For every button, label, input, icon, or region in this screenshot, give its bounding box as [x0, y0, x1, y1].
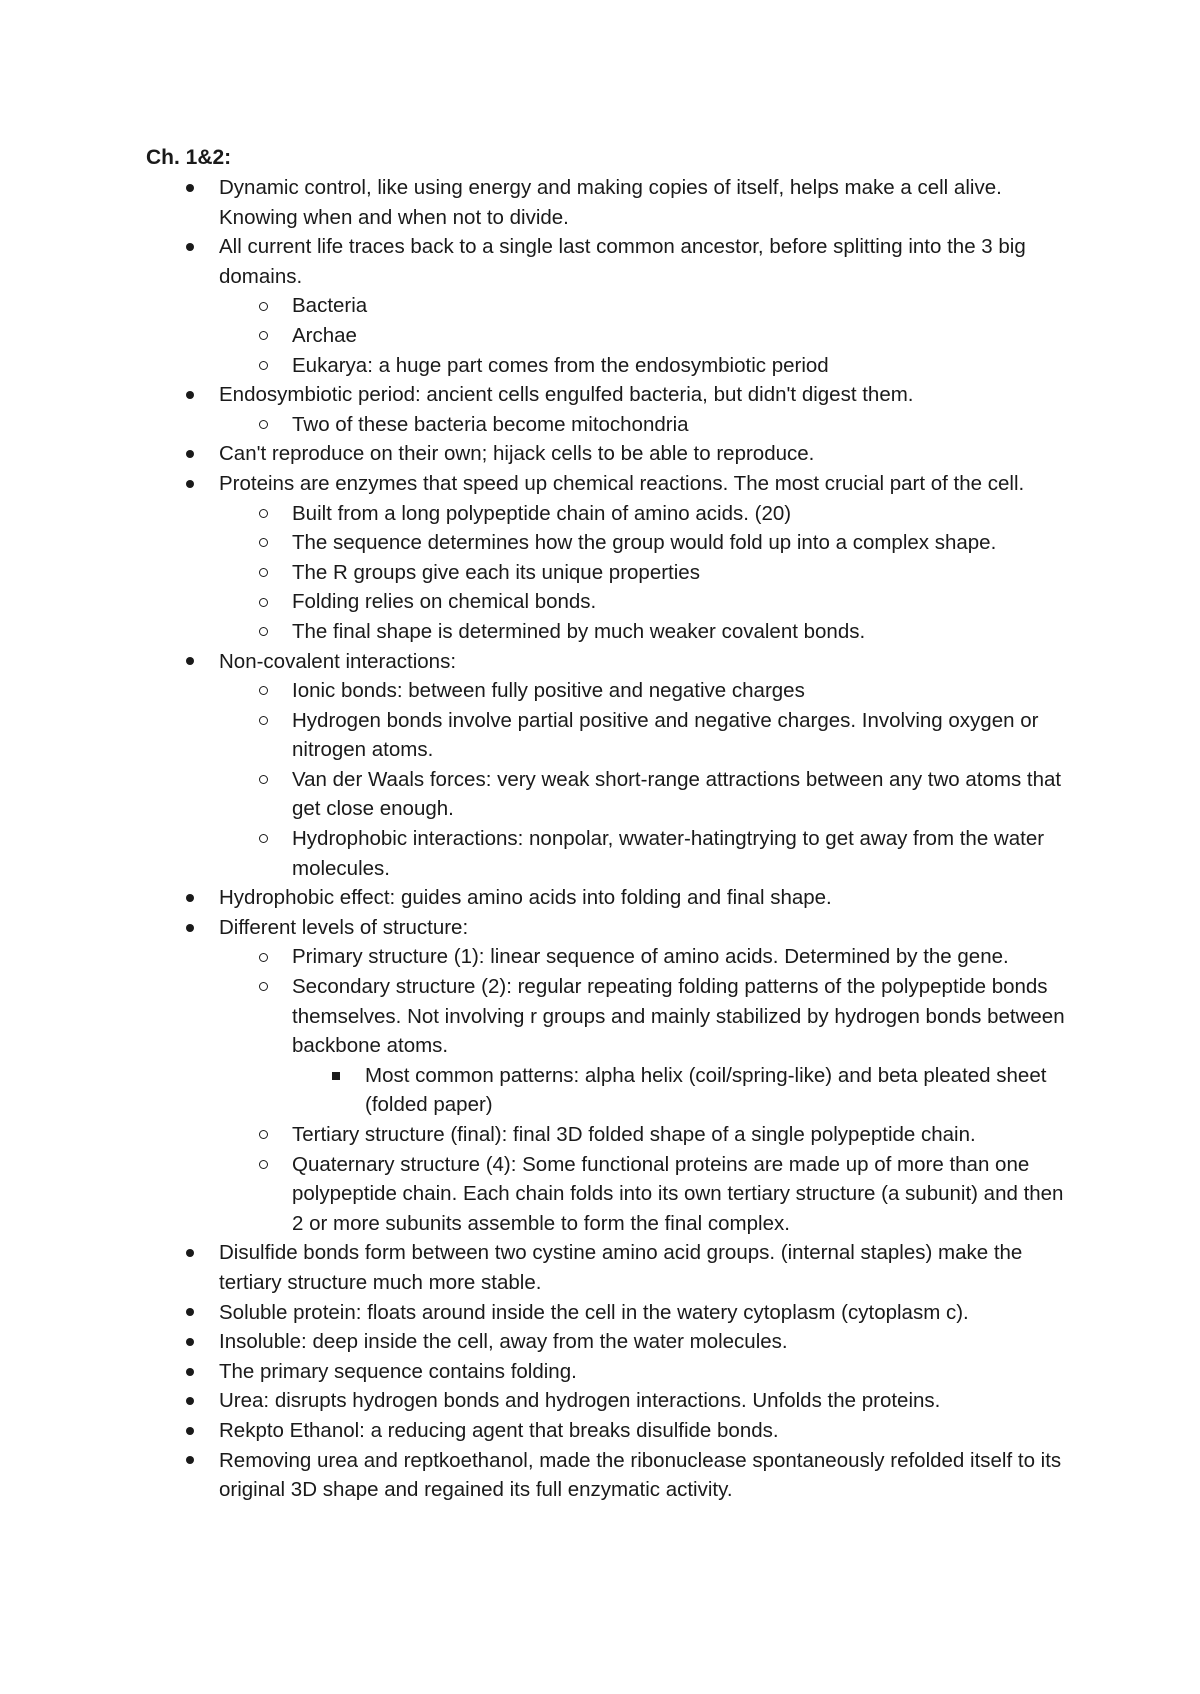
bullet-circle-icon [256, 410, 270, 440]
bullet-disc-icon [183, 1238, 197, 1268]
list-item [146, 913, 1066, 1239]
list-item-text: Quaternary structure (4): Some functional proteins are made up of more than one polypeptide chain. Each chain folds into its own tertiary structure (a subunit) and then 2 or more subunits assemble to form the final complex. [292, 1152, 1064, 1235]
bullet-disc-icon [183, 1446, 197, 1476]
bullet-circle-icon [256, 765, 270, 795]
list-item-text: Non-covalent interactions: [219, 649, 457, 673]
bullet-disc-icon [183, 647, 197, 677]
bullet-disc-icon [183, 913, 197, 943]
list-item [146, 469, 1066, 647]
list-item-text: Disulfide bonds form between two cystine amino acid groups. (internal staples) make the tertiary structure much more stable. [219, 1241, 1023, 1294]
list-item [146, 1446, 1066, 1505]
list-item [146, 1327, 1066, 1357]
bullet-disc-icon [183, 439, 197, 469]
list-item-text: Primary structure (1): linear sequence of amino acids. Determined by the gene. [292, 945, 1009, 969]
list-item [292, 1061, 1066, 1120]
bullet-circle-icon [256, 558, 270, 588]
bullet-disc-icon [183, 1298, 197, 1328]
list-item [219, 291, 1066, 321]
bullet-disc-icon [183, 1327, 197, 1357]
list-item-text: All current life traces back to a single last common ancestor, before splitting into the 3 big domains. [219, 235, 1026, 288]
list-item [219, 410, 1066, 440]
list-item-text: Urea: disrupts hydrogen bonds and hydrogen interactions. Unfolds the proteins. [219, 1389, 941, 1413]
list-item-text: Dynamic control, like using energy and making copies of itself, helps make a cell alive. Knowing when and when not to divide. [219, 176, 1002, 229]
bullet-disc-icon [183, 1386, 197, 1416]
bullet-disc-icon [183, 1416, 197, 1446]
list-item [219, 676, 1066, 706]
bullet-circle-icon [256, 321, 270, 351]
list-item-text: The R groups give each its unique properties [292, 560, 700, 584]
list-item [219, 587, 1066, 617]
bullet-disc-icon [183, 380, 197, 410]
list-item-text: Soluble protein: floats around inside the cell in the watery cytoplasm (cytoplasm c). [219, 1300, 969, 1324]
list-item-text: Tertiary structure (final): final 3D folded shape of a single polypeptide chain. [292, 1123, 976, 1146]
bullet-circle-icon [256, 1150, 270, 1180]
list-item [219, 824, 1066, 883]
list-item-text: Ionic bonds: between fully positive and negative charges [292, 679, 805, 703]
bullet-circle-icon [256, 1120, 270, 1150]
list-item-text: The sequence determines how the group would fold up into a complex shape. [292, 531, 997, 555]
bullet-circle-icon [256, 706, 270, 736]
bullet-circle-icon [256, 824, 270, 854]
bullet-disc-icon [183, 883, 197, 913]
list-item [146, 647, 1066, 884]
nested-list [219, 499, 1066, 647]
list-item [219, 1150, 1066, 1239]
list-item-text: Folding relies on chemical bonds. [292, 590, 597, 614]
bullet-circle-icon [256, 528, 270, 558]
list-item-text: Built from a long polypeptide chain of amino acids. (20) [292, 501, 792, 525]
list-item [146, 1238, 1066, 1297]
list-item [219, 499, 1066, 529]
list-item [146, 1386, 1066, 1416]
bullet-circle-icon [256, 587, 270, 617]
list-item-text: Different levels of structure: [219, 915, 469, 939]
list-item-text: Hydrophobic effect: guides amino acids into folding and final shape. [219, 886, 832, 910]
list-item [219, 706, 1066, 765]
list-item-text: Van der Waals forces: very weak short-range attractions between any two atoms that get close enough. [292, 767, 1062, 821]
nested-list [219, 410, 1066, 440]
bullet-disc-icon [183, 232, 197, 262]
list-item-text: Two of these bacteria become mitochondria [292, 412, 689, 436]
list-item [219, 617, 1066, 647]
bullet-circle-icon [256, 942, 270, 972]
list-item [219, 1120, 1066, 1150]
bullet-disc-icon [183, 469, 197, 499]
list-item [146, 380, 1066, 439]
list-item [219, 765, 1066, 824]
nested-list [219, 676, 1066, 883]
document-page [146, 143, 1066, 1505]
bullet-square-icon [329, 1061, 343, 1091]
list-item [219, 321, 1066, 351]
list-item-text: Eukarya: a huge part comes from the endosymbiotic period [292, 353, 829, 377]
list-item-text: Endosymbiotic period: ancient cells engulfed bacteria, but didn't digest them. [219, 383, 914, 407]
list-item-text: Proteins are enzymes that speed up chemical reactions. The most crucial part of the cell. [219, 471, 1025, 495]
list-item [146, 439, 1066, 469]
list-item [146, 1298, 1066, 1328]
list-item [146, 1416, 1066, 1446]
list-item-text: Hydrogen bonds involve partial positive and negative charges. Involving oxygen or nitrogen atoms. [292, 708, 1039, 762]
bullet-circle-icon [256, 617, 270, 647]
list-item-text: Archae [292, 323, 357, 347]
list-item [219, 942, 1066, 972]
list-item [219, 528, 1066, 558]
bullet-list [146, 173, 1066, 1505]
bullet-circle-icon [256, 499, 270, 529]
list-item-text: Removing urea and reptkoethanol, made the ribonuclease spontaneously refolded itself to its original 3D shape and regained its full enzymatic activity. [219, 1448, 1062, 1502]
bullet-circle-icon [256, 676, 270, 706]
list-item [219, 558, 1066, 588]
list-item [146, 232, 1066, 380]
list-item-text: Bacteria [292, 294, 368, 318]
list-item-text: The final shape is determined by much weaker covalent bonds. [292, 619, 866, 643]
nested-list [219, 942, 1066, 1238]
bullet-circle-icon [256, 291, 270, 321]
nested-list [219, 291, 1066, 380]
bullet-circle-icon [256, 351, 270, 381]
bullet-circle-icon [256, 972, 270, 1002]
list-item-text: Can't reproduce on their own; hijack cells to be able to reproduce. [219, 442, 815, 466]
bullet-disc-icon [183, 173, 197, 203]
list-item-text: Hydrophobic interactions: nonpolar, wwater-hatingtrying to get away from the water molecules. [292, 827, 1045, 880]
list-item [146, 173, 1066, 232]
list-item [146, 1357, 1066, 1387]
page-heading: Ch. 1&2: [146, 146, 232, 169]
list-item-text: The primary sequence contains folding. [219, 1359, 577, 1383]
nested-list [292, 1061, 1066, 1120]
list-item [219, 972, 1066, 1120]
list-item-text: Insoluble: deep inside the cell, away from the water molecules. [219, 1330, 788, 1354]
list-item-text: Most common patterns: alpha helix (coil/spring-like) and beta pleated sheet (folded paper) [365, 1063, 1047, 1117]
list-item [219, 351, 1066, 381]
bullet-disc-icon [183, 1357, 197, 1387]
list-item-text: Rekpto Ethanol: a reducing agent that breaks disulfide bonds. [219, 1418, 779, 1442]
list-item-text: Secondary structure (2): regular repeating folding patterns of the polypeptide bonds themselves. Not involving r groups and mainly stabilized by hydrogen bonds between backbone atoms. [292, 975, 1065, 1058]
list-item [146, 883, 1066, 913]
